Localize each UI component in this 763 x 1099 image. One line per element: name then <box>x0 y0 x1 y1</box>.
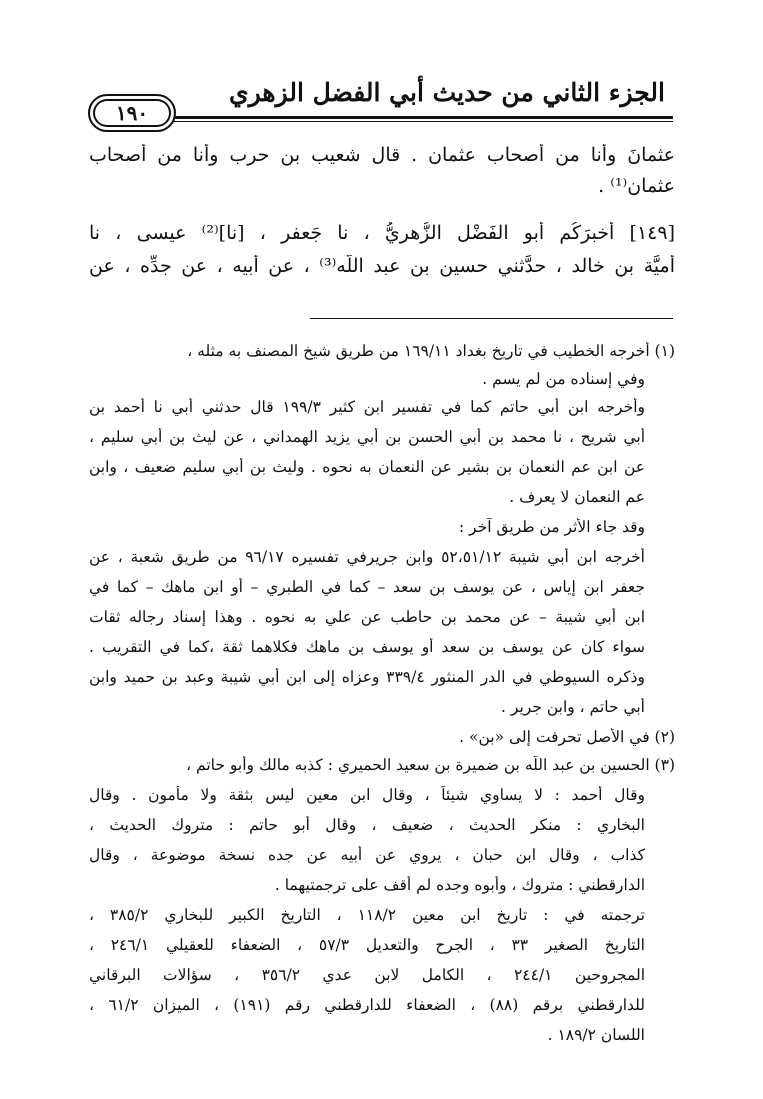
footnote-line: الدارقطني : متروك ، وأبوه وجده لم أقف على ترجمتيهما . <box>274 876 645 894</box>
footnote-line: كذاب ، وقال ابن حبان ، يروي عن أبيه عن جده نسخة موضوعة ، وقال <box>89 846 645 864</box>
main-text-line: عثمان⁽¹⁾ . <box>598 175 675 197</box>
footnote-divider <box>310 318 673 319</box>
footnote-line: (٣) الحسين بن عبد اللّه بن ضميرة بن سعيد الحميري : كذبه مالك وأبو حاتم ، <box>186 756 675 774</box>
footnote-line: عن ابن عم النعمان بن بشير عن النعمان به نحوه . وليث بن أبي سليم ضعيف ، وابن <box>89 458 645 476</box>
footnote-line: عم النعمان لا يعرف . <box>509 488 645 506</box>
footnote-line: البخاري : منكر الحديث ، ضعيف ، وقال أبو حاتم : متروك الحديث ، <box>89 816 645 834</box>
footnote-line: (١) أخرجه الخطيب في تاريخ بغداد ١٦٩/١١ من طريق شيخ المصنف به مثله ، <box>187 342 675 360</box>
page-header <box>88 72 673 128</box>
header-rule-thin <box>158 121 673 122</box>
footnote-line: (٢) في الأصل تحرفت إلى «بن» . <box>459 728 675 746</box>
footnote-line: وفي إسناده من لم يسم . <box>482 370 645 388</box>
footnote-line: التاريخ الصغير ٣٣ ، الجرح والتعديل ٥٧/٣ ، الضعفاء للعقيلي ٢٤٦/١ ، <box>89 936 645 954</box>
footnote-line: سواء كان عن يوسف بن سعد أو يوسف بن ماهك فكلاهما ثقة ،كما في التقريب . <box>89 638 645 656</box>
footnote-line: أبي شريح ، نا محمد بن أبي الحسن بن أبي يزيد الهمداني ، عن ليث بن أبي سليم ، <box>89 428 645 446</box>
footnote-line: وقال أحمد : لا يساوي شيئاً ، وقال ابن معين ليس بثقة ولا مأمون . وقال <box>89 786 645 804</box>
header-rule <box>158 116 673 119</box>
main-text-line: أميَّة بن خالد ، حدَّثني حسين بن عبد اللّه⁽³⁾ ، عن أبيه ، عن جدِّه ، عن <box>89 255 675 277</box>
footnote-line: للدارقطني برقم (٨٨) ، الضعفاء للدارقطني رقم (١٩١) ، الميزان ٦١/٢ ، <box>89 996 645 1014</box>
main-text-line: [١٤٩] أخبرَكُم أبو الفَضْل الزُّهريُّ ، نا جَعفر ، [نا]⁽²⁾ عيسى ، نا <box>89 222 675 244</box>
footnote-line: جعفر ابن إياس ، عن يوسف بن سعد – كما في الطبري – أو ابن ماهك – كما في <box>89 578 645 596</box>
footnote-line: ابن أبي شيبة – عن محمد بن حاطب عن علي به نحوه . وهذا إسناد رجاله ثقات <box>89 608 645 626</box>
footnote-line: اللسان ١٨٩/٢ . <box>547 1026 645 1044</box>
footnote-line: وأخرجه ابن أبي حاتم كما في تفسير ابن كثير ١٩٩/٣ قال حدثني أبي نا أحمد بن <box>89 398 645 416</box>
footnote-line: ترجمته في : تاريخ ابن معين ١١٨/٢ ، التاريخ الكبير للبخاري ٣٨٥/٢ ، <box>89 906 645 924</box>
page-number: ١٩٠ <box>88 94 176 132</box>
footnote-line: المجروحين ٢٤٤/١ ، الكامل لابن عدي ٣٥٦/٢ ، سؤالات البرقاني <box>89 966 645 984</box>
footnote-line: وذكره السيوطي في الدر المنثور ٣٣٩/٤ وعزاه إلى ابن أبي شيبة وعبد بن حميد وابن <box>89 668 645 686</box>
main-text-line: عثمانَ وأنا من أصحاب عثمان . قال شعيب بن حرب وأنا من أصحاب <box>89 144 675 166</box>
footnote-line: أخرجه ابن أبي شيبة ٥٢،٥١/١٢ وابن جريرفي تفسيره ٩٦/١٧ من طريق شعبة ، عن <box>89 548 645 566</box>
header-title: الجزء الثاني من حديث أبي الفضل الزهري <box>229 78 665 107</box>
footnote-line: وقد جاء الأثر من طريق آخر : <box>458 518 645 536</box>
footnote-line: أبي حاتم ، وابن جرير . <box>501 698 645 716</box>
